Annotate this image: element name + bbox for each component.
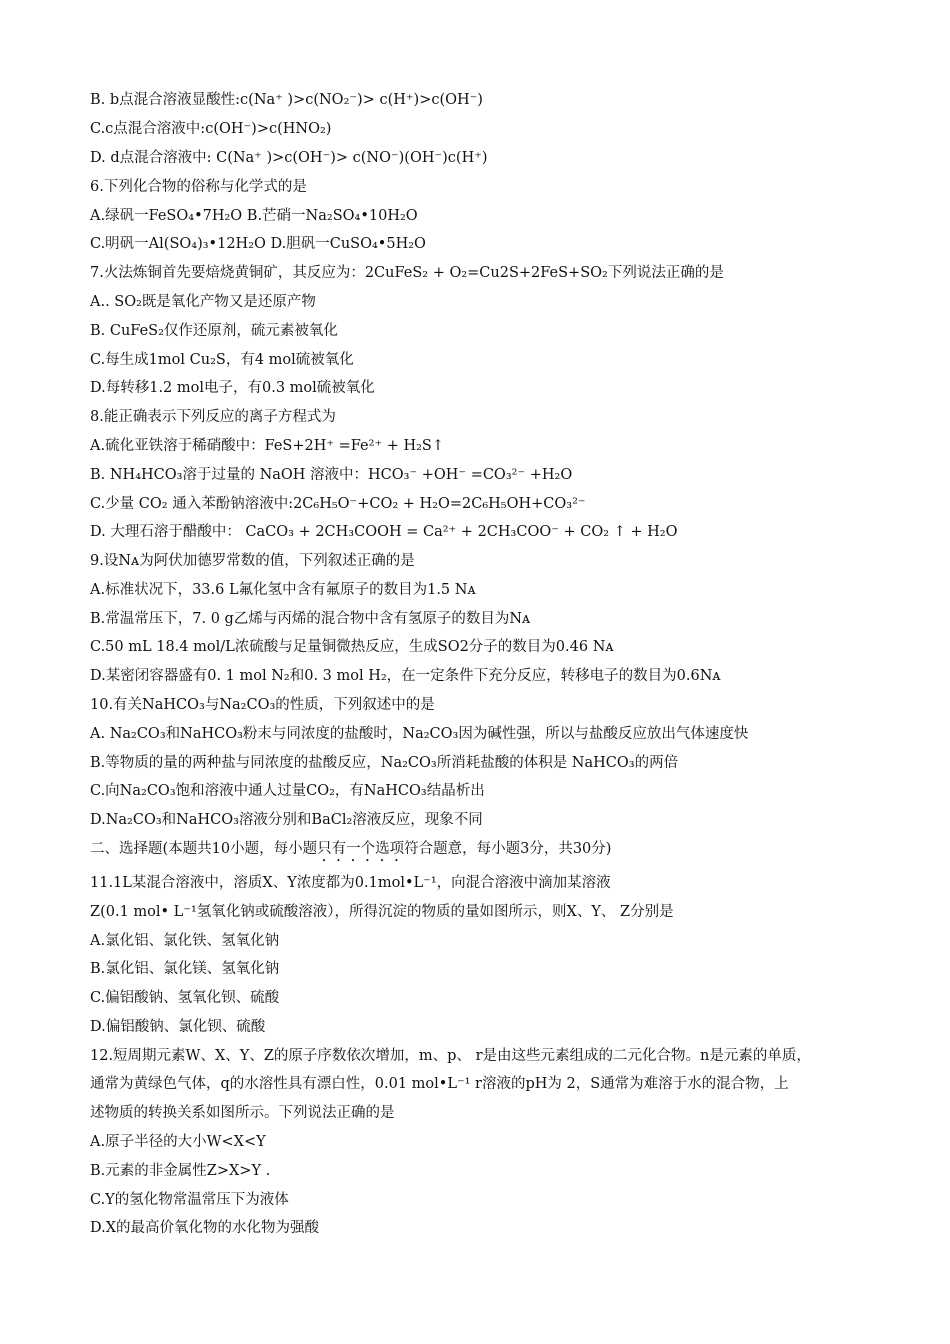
text-line: B.常温常压下，7. 0 g乙烯与丙烯的混合物中含有氢原子的数目为Nᴀ	[90, 611, 531, 627]
text-line: D.某密闭容器盛有0. 1 mol N₂和0. 3 mol H₂，在一定条件下充分反应，转移电子的数目为0.6Nᴀ	[90, 668, 721, 684]
text-line: C.少量 CO₂ 通入苯酚钠溶液中:2C₆H₅O⁻+CO₂ + H₂O=2C₆H₅OH+CO₃²⁻	[90, 496, 586, 512]
text-line: B.元素的非金属性Z>X>Y .	[90, 1163, 271, 1179]
question-7-stem: 7.火法炼铜首先要焙烧黄铜矿，其反应为：2CuFeS₂ + O₂=Cu2S+2FeS+SO₂下列说法正确的是	[90, 265, 724, 281]
text-line: A.原子半径的大小W<X<Y	[90, 1134, 266, 1150]
text-line: B. CuFeS₂仅作还原剂，硫元素被氧化	[90, 323, 338, 339]
text-line: B. NH₄HCO₃溶于过量的 NaOH 溶液中：HCO₃⁻ +OH⁻ =CO₃²⁻ +H₂O	[90, 467, 573, 483]
text-line: A.标准状况下，33.6 L氟化氢中含有氟原子的数目为1.5 Nᴀ	[90, 582, 476, 598]
question-11-stem: 11.1L某混合溶液中，溶质X、Y浓度都为0.1mol•L⁻¹，向混合溶液中滴加某溶液	[90, 875, 611, 891]
text-line: D. d点混合溶液中: C(Na⁺ )>c(OH⁻)> c(NO⁻)(OH⁻)c(H⁺)	[90, 150, 488, 166]
text-line: D.X的最高价氧化物的水化物为强酸	[90, 1220, 320, 1236]
text-line: A.硫化亚铁溶于稀硝酸中：FeS+2H⁺ =Fe²⁺ + H₂S↑	[90, 438, 445, 454]
question-9-stem: 9.设Nᴀ为阿伏加德罗常数的值，下列叙述正确的是	[90, 553, 415, 569]
text-line: C.向Na₂CO₃饱和溶液中通人过量CO₂，有NaHCO₃结晶析出	[90, 783, 485, 799]
text-line: D.偏铝酸钠、氯化钡、硫酸	[90, 1019, 266, 1035]
question-12-stem: 12.短周期元素W、X、Y、Z的原子序数依次增加，m、p、 r是由这些元素组成的二元化合物。n是元素的单质，	[90, 1048, 811, 1064]
section-2-emphasis: 只有一个选项	[317, 841, 405, 857]
text-line: A.氯化铝、氯化铁、氢氧化钠	[90, 933, 280, 949]
section-2-prefix: 二、选择题(本题共10小题，每小题	[90, 841, 318, 857]
text-line: 述物质的转换关系如图所示。下列说法正确的是	[90, 1105, 395, 1121]
text-line: C.c点混合溶液中:c(OH⁻)>c(HNO₂)	[90, 121, 332, 137]
question-8-stem: 8.能正确表示下列反应的离子方程式为	[90, 409, 336, 425]
text-line: C.明矾一Al(SO₄)₃•12H₂O D.胆矾一CuSO₄•5H₂O	[90, 236, 426, 252]
text-line: B.氯化铝、氯化镁、氢氧化钠	[90, 961, 280, 977]
text-line: B.等物质的量的两种盐与同浓度的盐酸反应，Na₂CO₃所消耗盐酸的体积是 NaHCO₃的两倍	[90, 755, 679, 771]
section-2-heading	[90, 839, 870, 865]
text-line: Z(0.1 mol• L⁻¹氢氧化钠或硫酸溶液），所得沉淀的物质的量如图所示，则X、Y、 Z分别是	[90, 904, 674, 920]
text-line: A.. SO₂既是氧化产物又是还原产物	[90, 294, 316, 310]
text-line: C.每生成1mol Cu₂S，有4 mol硫被氧化	[90, 352, 354, 368]
text-line: C.Y的氢化物常温常压下为液体	[90, 1192, 289, 1208]
text-line: A. Na₂CO₃和NaHCO₃粉末与同浓度的盐酸时，Na₂CO₃因为碱性强，所以与盐酸反应放出气体速度快	[90, 726, 749, 742]
text-line: D.Na₂CO₃和NaHCO₃溶液分别和BaCl₂溶液反应，现象不同	[90, 812, 483, 828]
text-line: C.50 mL 18.4 mol/L浓硫酸与足量铜微热反应，生成SO2分子的数目为0.46 Nᴀ	[90, 639, 614, 655]
text-line: B. b点混合溶液显酸性:c(Na⁺ )>c(NO₂⁻)> c(H⁺)>c(OH⁻)	[90, 92, 483, 108]
question-6-stem: 6.下列化合物的俗称与化学式的是	[90, 179, 307, 195]
question-10-stem: 10.有关NaHCO₃与Na₂CO₃的性质，下列叙述中的是	[90, 697, 435, 713]
text-line: C.偏铝酸钠、氢氧化钡、硫酸	[90, 990, 280, 1006]
text-line: D. 大理石溶于醋酸中： CaCO₃ + 2CH₃COOH = Ca²⁺ + 2CH₃COO⁻ + CO₂ ↑ + H₂O	[90, 524, 678, 540]
text-line: A.绿矾一FeSO₄•7H₂O B.芒硝一Na₂SO₄•10H₂O	[90, 208, 418, 224]
text-line: 通常为黄绿色气体，q的水溶性具有漂白性，0.01 mol•L⁻¹ r溶液的pH为 2，S通常为难溶于水的混合物，上	[90, 1076, 789, 1092]
section-2-suffix: 符合题意，每小题3分，共30分)	[404, 841, 612, 857]
text-line: D.每转移1.2 mol电子，有0.3 mol硫被氧化	[90, 380, 375, 396]
